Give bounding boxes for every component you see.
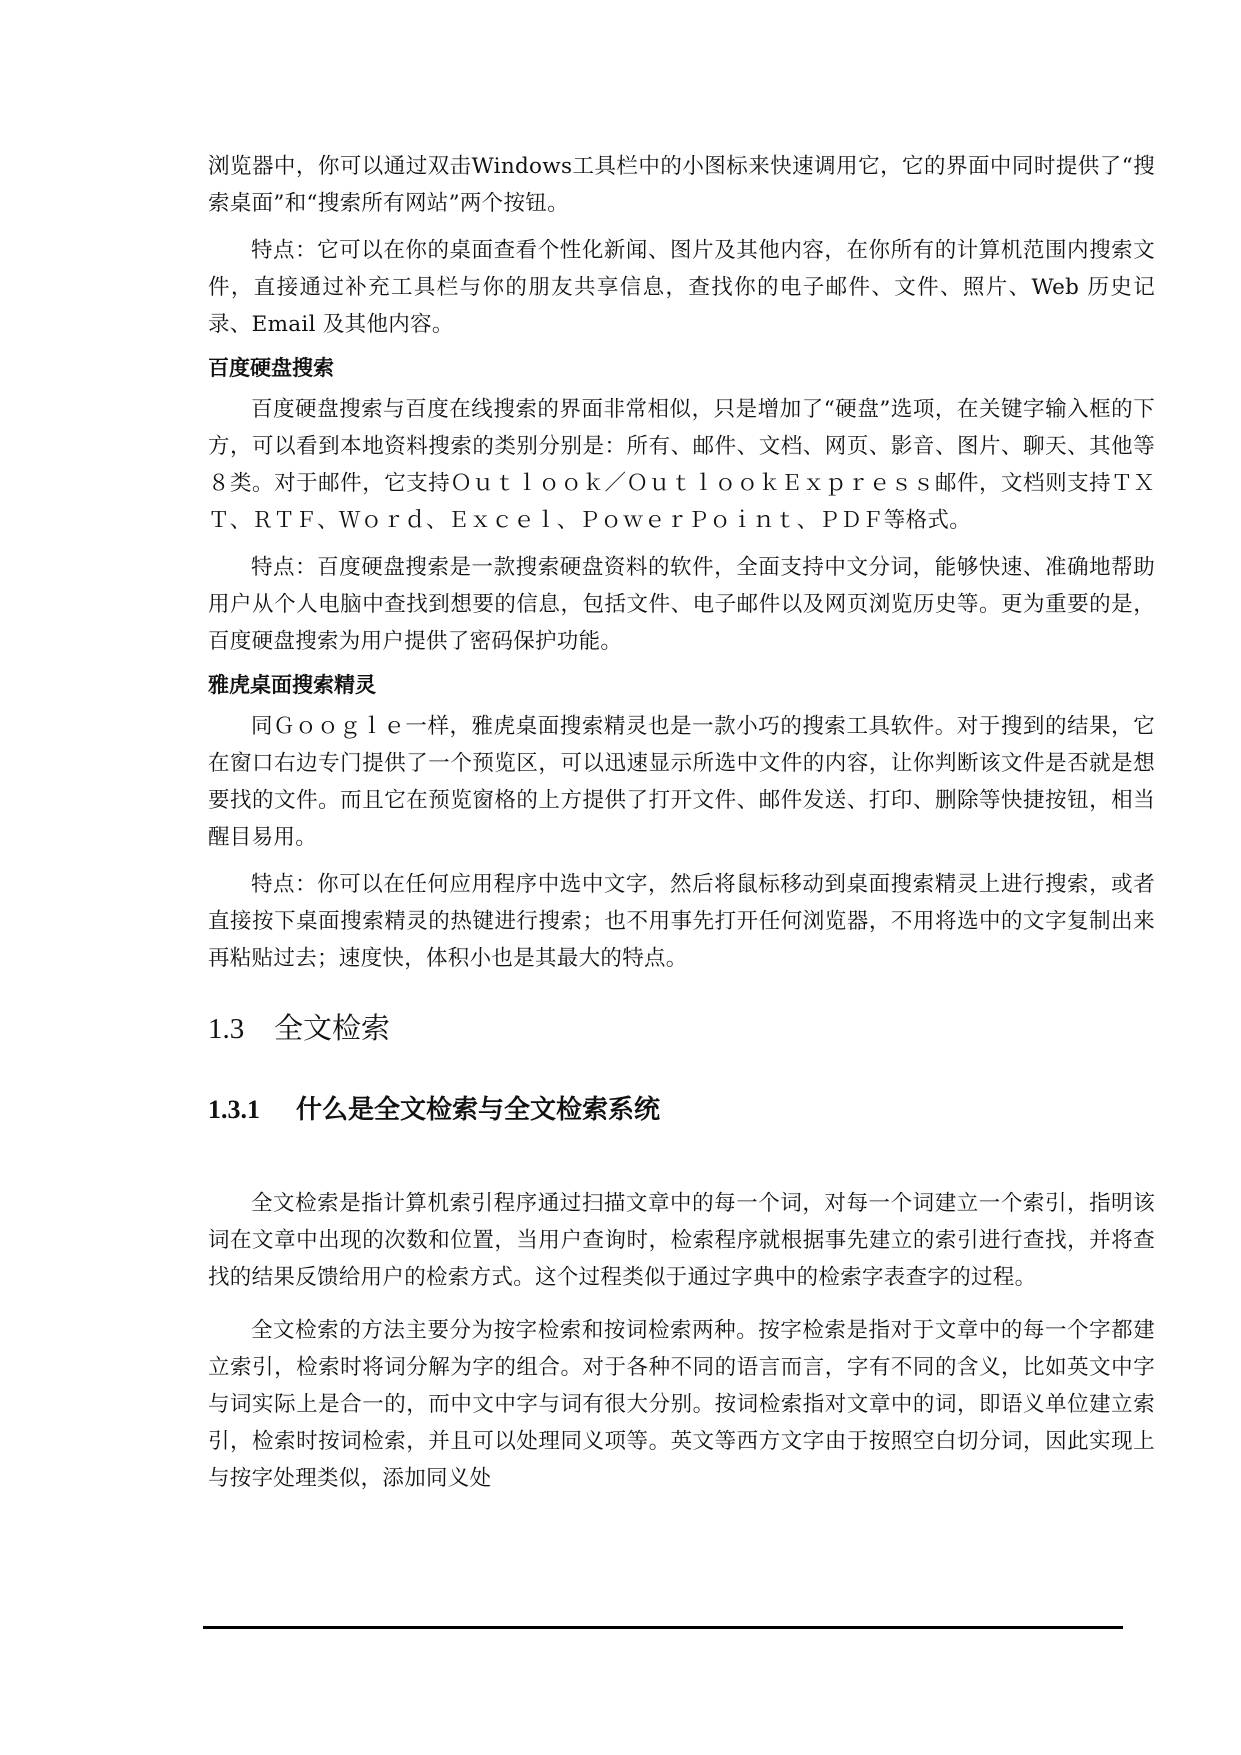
paragraph-baidu-features: 特点：百度硬盘搜索是一款搜索硬盘资料的软件，全面支持中文分词，能够快速、准确地帮助用户从个人电脑中查找到想要的信息，包括文件、电子邮件以及网页浏览历史等。更为重要的是，百度硬盘搜索为用户提供了密码保护功能。 — [208, 555, 1155, 654]
paragraph-fulltext-methods: 全文检索的方法主要分为按字检索和按词检索两种。按字检索是指对于文章中的每一个字都建立索引，检索时将词分解为字的组合。对于各种不同的语言而言，字有不同的含义，比如英文中字与词实际上是合一的，而中文中字与词有很大分别。按词检索指对文章中的词，即语义单位建立索引，检索时按词检索，并且可以处理同义项等。英文等西方文字由于按照空白切分词，因此实现上与按字处理类似，添加同义处 — [208, 1318, 1155, 1491]
section-number: 1.3 — [208, 1013, 245, 1045]
section-title: 全文检索 — [274, 1013, 391, 1045]
footer-rule — [203, 1626, 1123, 1629]
paragraph-baidu-intro: 百度硬盘搜索与百度在线搜索的界面非常相似，只是增加了“硬盘”选项，在关键字输入框的下方，可以看到本地资料搜索的类别分别是：所有、邮件、文档、网页、影音、图片、聊天、其他等８类。对于邮件，它支持Ｏｕｔｌｏｏｋ／ＯｕｔｌｏｏｋＥｘｐｒｅｓｓ邮件，文档则支持ＴＸＴ、ＲＴＦ、Ｗｏｒｄ、Ｅｘｃｅｌ、ＰｏｗｅｒＰｏｉｎｔ、ＰＤＦ等格式。 — [208, 397, 1155, 533]
paragraph-yahoo-intro: 同Ｇｏｏｇｌｅ一样，雅虎桌面搜索精灵也是一款小巧的搜索工具软件。对于搜到的结果，它在窗口右边专门提供了一个预览区，可以迅速显示所选中文件的内容，让你判断该文件是否就是想要找的文件。而且它在预览窗格的上方提供了打开文件、邮件发送、打印、删除等快捷按钮，相当醒目易用。 — [208, 714, 1155, 850]
heading-baidu-disk-search: 百度硬盘搜索 — [208, 356, 334, 380]
paragraph-yahoo-features: 特点：你可以在任何应用程序中选中文字，然后将鼠标移动到桌面搜索精灵上进行搜索，或者直接按下桌面搜索精灵的热键进行搜索；也不用事先打开任何浏览器，不用将选中的文字复制出来再粘贴过去；速度快，体积小也是其最大的特点。 — [208, 872, 1155, 971]
section-heading — [208, 1011, 1155, 1047]
subsection-number: 1.3.1 — [208, 1095, 260, 1124]
heading-yahoo-desktop-search: 雅虎桌面搜索精灵 — [208, 673, 376, 697]
paragraph-fulltext-definition: 全文检索是指计算机索引程序通过扫描文章中的每一个词，对每一个词建立一个索引，指明该词在文章中出现的次数和位置，当用户查询时，检索程序就根据事先建立的索引进行查找，并将查找的结果反馈给用户的检索方式。这个过程类似于通过字典中的检索字表查字的过程。 — [208, 1191, 1155, 1290]
subsection-title: 什么是全文检索与全文检索系统 — [296, 1095, 661, 1125]
paragraph-browser-intro: 浏览器中，你可以通过双击Windows工具栏中的小图标来快速调用它，它的界面中同时提供了“搜索桌面”和“搜索所有网站”两个按钮。 — [208, 154, 1155, 216]
page-body — [208, 148, 1155, 1497]
paragraph-google-features: 特点：它可以在你的桌面查看个性化新闻、图片及其他内容，在你所有的计算机范围内搜索文件，直接通过补充工具栏与你的朋友共享信息，查找你的电子邮件、文件、照片、Web 历史记录、Email 及其他内容。 — [208, 238, 1155, 337]
subsection-heading — [208, 1093, 1155, 1127]
